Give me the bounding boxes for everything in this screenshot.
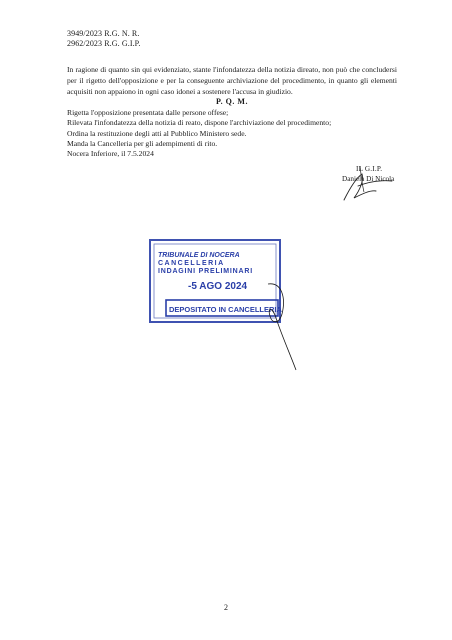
stamp-line-indagini: INDAGINI PRELIMINARI [158, 268, 253, 275]
ruling-line-archive: Rilevata l'infondatezza della notizia di reato, dispone l'archiviazione del procedimento; [67, 118, 332, 128]
handwritten-signature [340, 160, 430, 210]
stamp-line-tribunale: TRIBUNALE DI NOCERA [158, 252, 240, 259]
cancelleria-stamp [148, 238, 298, 373]
page-number: 2 [224, 603, 228, 612]
ruling-list [67, 108, 331, 159]
signature-name: Daniela Di Nicola [342, 175, 395, 183]
ruling-line-return-acts: Ordina la restituzione degli atti al Pubblico Ministero sede. [67, 128, 247, 138]
ruling-line-chancery: Manda la Cancelleria per gli adempimenti di rito. [67, 138, 218, 148]
stamp-line-cancelleria: CANCELLERIA [158, 260, 225, 267]
reasoning-paragraph: In ragione di quanto sin qui evidenziato, stante l'infondatezza della notizia direato, non può che concludersi per il rigetto dell'opposizione e per la conseguente archiviazione del procedimento, in quanto gli elementi acquisiti non appaiono in ogni caso idonei a sostenere l'accusa in giudizio. [67, 65, 397, 96]
stamp-date: -5 AGO 2024 [188, 281, 248, 292]
rg-nr-reference: 3949/2023 R.G. N. R. [67, 29, 140, 38]
pqm-heading: P. Q. M. [216, 97, 248, 106]
stamp-handwritten-mark [268, 284, 296, 370]
rg-gip-reference: 2962/2023 R.G. G.I.P. [67, 39, 141, 48]
stamp-deposit-label: DEPOSITATO IN CANCELLERIA [169, 305, 282, 314]
ruling-line-reject: Rigetta l'opposizione presentata dalle persone offese; [67, 108, 229, 117]
place-date-line: Nocera Inferiore, il 7.5.2024 [67, 149, 154, 159]
signature-title: IL G.I.P. [356, 165, 383, 173]
